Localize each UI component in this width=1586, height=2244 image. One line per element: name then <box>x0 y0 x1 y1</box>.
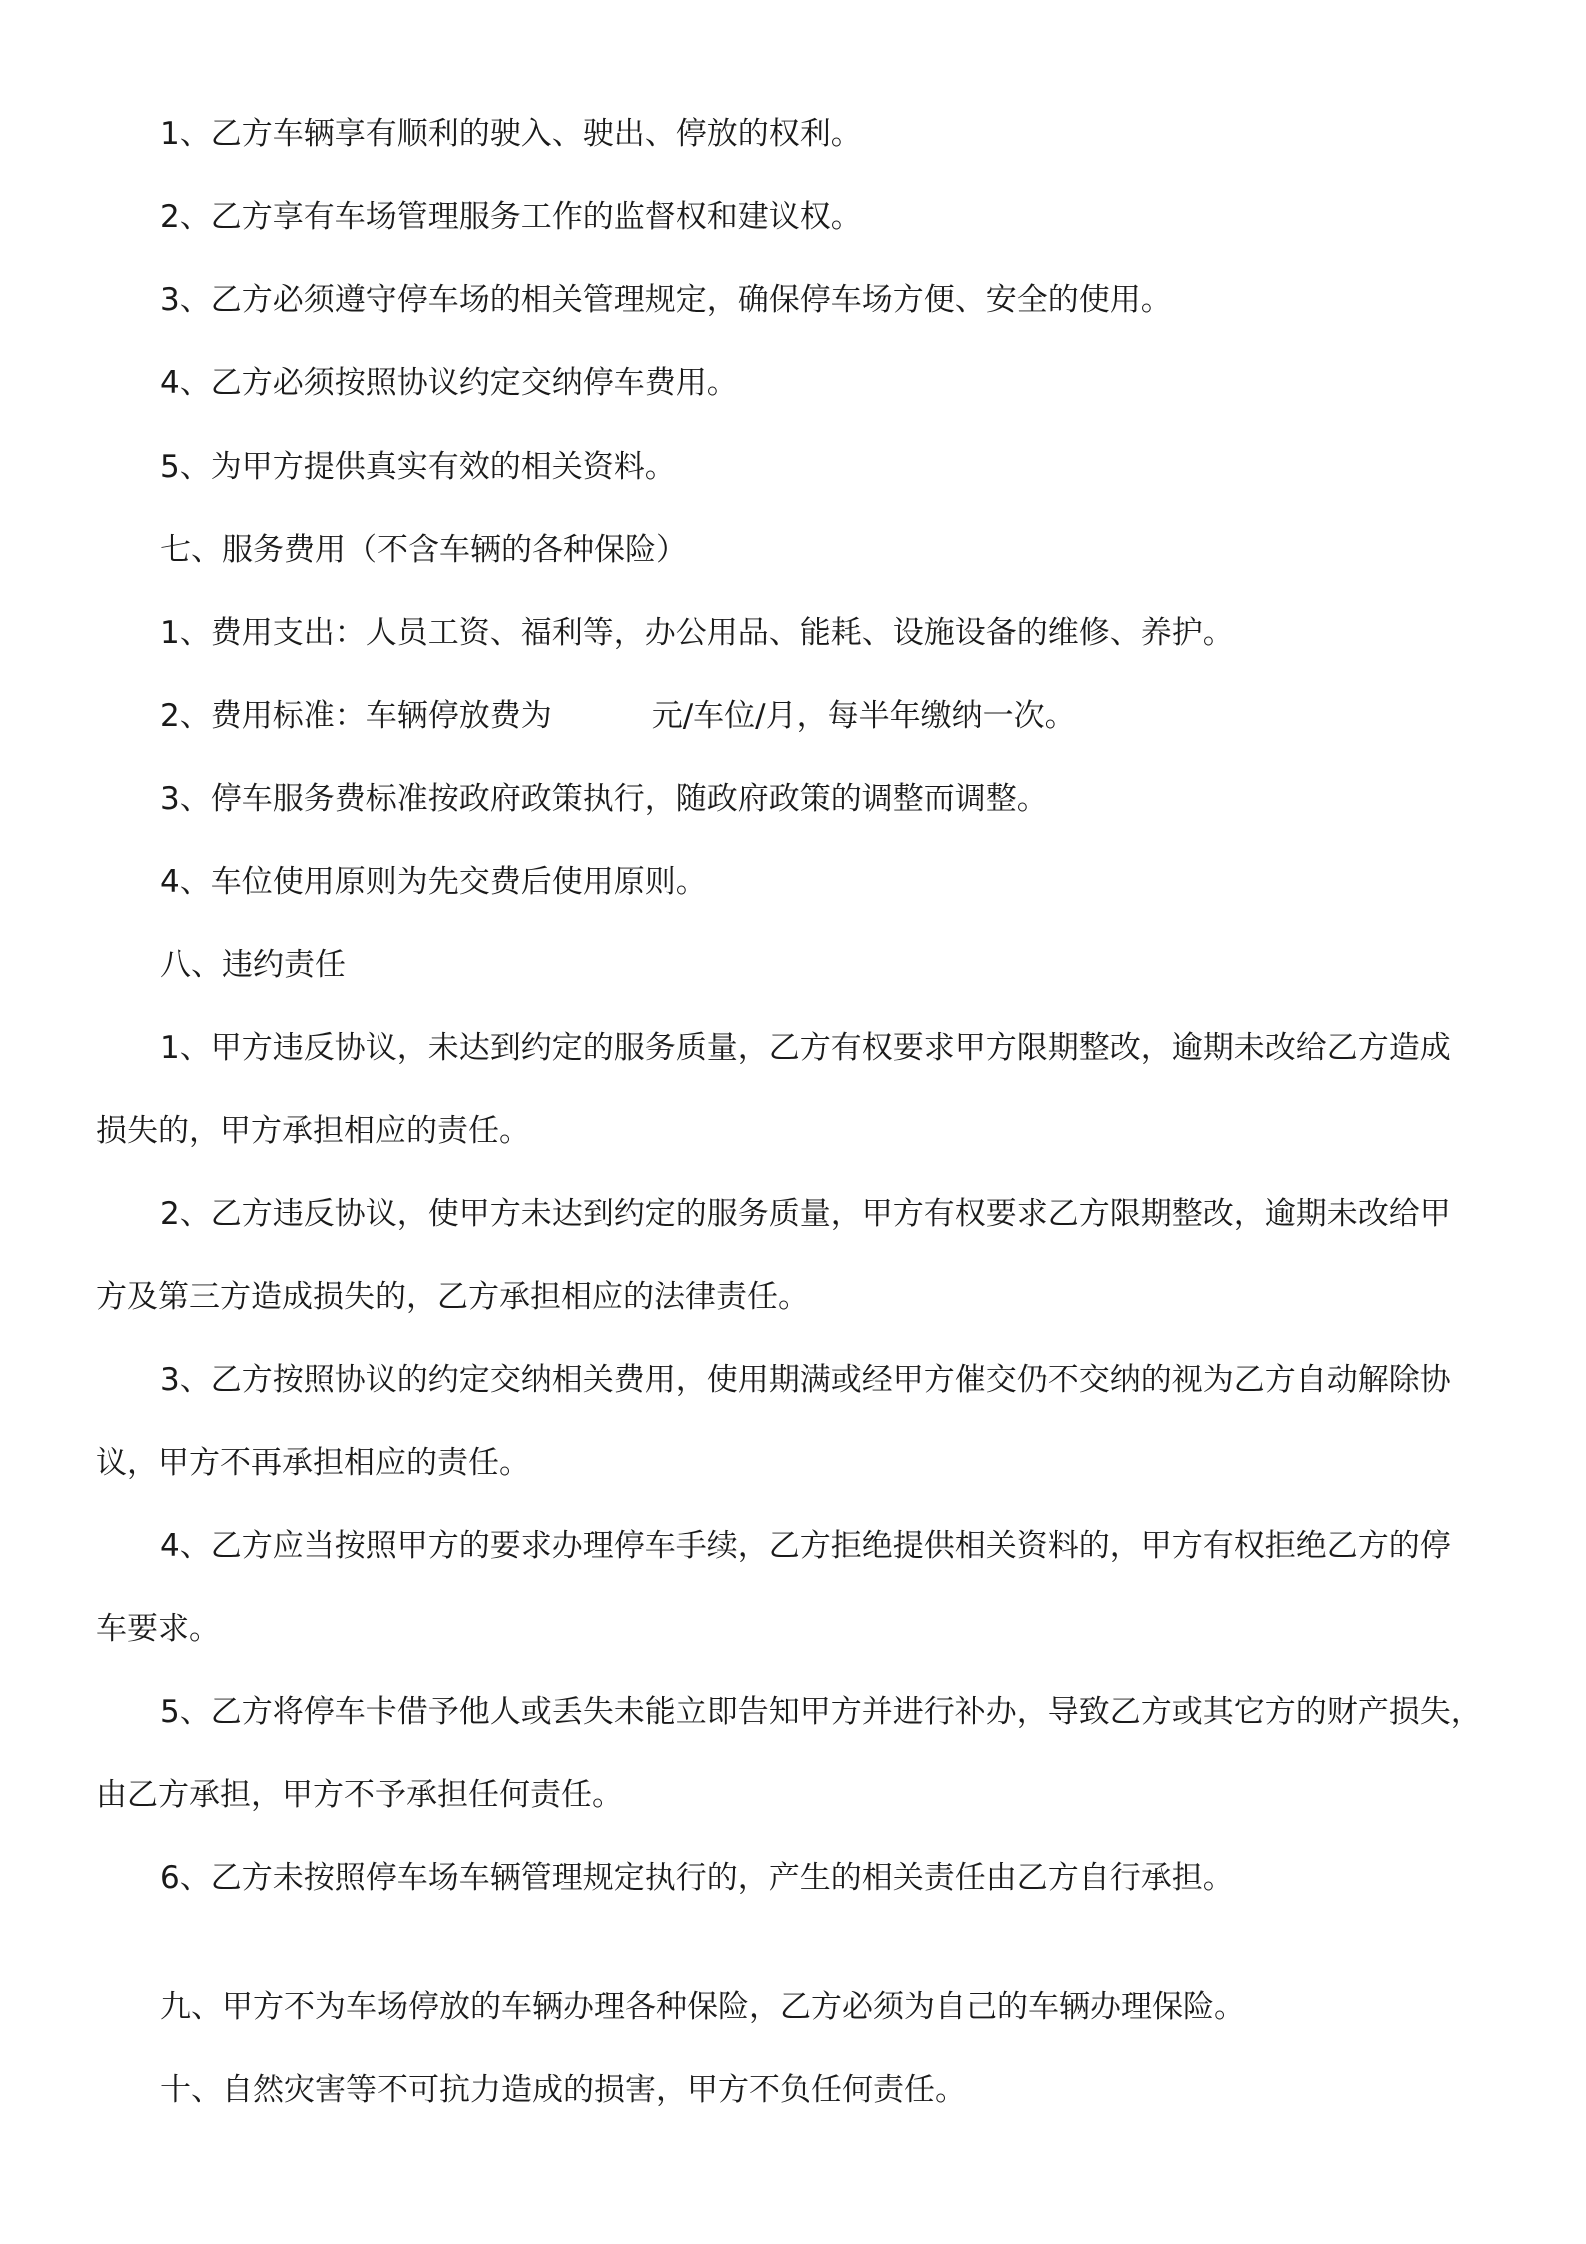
fee-standard-unit: 元/车位/月，每半年缴纳一次。 <box>651 698 1076 734</box>
clause-continuation: 损失的，甲方承担相应的责任。 <box>96 1113 530 1149</box>
clause-line: 3、乙方必须遵守停车场的相关管理规定，确保停车场方便、安全的使用。 <box>160 282 1172 318</box>
clause-line: 4、乙方应当按照甲方的要求办理停车手续，乙方拒绝提供相关资料的，甲方有权拒绝乙方的停 <box>160 1528 1451 1564</box>
clause-continuation: 车要求。 <box>96 1611 220 1647</box>
clause-line: 2、乙方违反协议，使甲方未达到约定的服务质量，甲方有权要求乙方限期整改，逾期未改给甲 <box>160 1196 1451 1232</box>
section-heading: 十、自然灾害等不可抗力造成的损害，甲方不负任何责任。 <box>160 2072 966 2108</box>
section-heading: 九、甲方不为车场停放的车辆办理各种保险，乙方必须为自己的车辆办理保险。 <box>160 1989 1245 2025</box>
clause-line: 1、费用支出：人员工资、福利等，办公用品、能耗、设施设备的维修、养护。 <box>160 615 1234 651</box>
clause-line: 4、乙方必须按照协议约定交纳停车费用。 <box>160 365 738 401</box>
clause-line: 6、乙方未按照停车场车辆管理规定执行的，产生的相关责任由乙方自行承担。 <box>160 1860 1234 1896</box>
clause-line: 1、乙方车辆享有顺利的驶入、驶出、停放的权利。 <box>160 116 862 152</box>
clause-continuation: 议，甲方不再承担相应的责任。 <box>96 1445 530 1481</box>
clause-continuation: 由乙方承担，甲方不予承担任何责任。 <box>96 1777 623 1813</box>
clause-line: 5、为甲方提供真实有效的相关资料。 <box>160 449 676 485</box>
clause-line: 1、甲方违反协议，未达到约定的服务质量，乙方有权要求甲方限期整改，逾期未改给乙方造成 <box>160 1030 1451 1066</box>
fee-standard-label: 2、费用标准：车辆停放费为 <box>160 698 552 734</box>
clause-line: 3、停车服务费标准按政府政策执行，随政府政策的调整而调整。 <box>160 781 1048 817</box>
section-heading: 七、服务费用（不含车辆的各种保险） <box>160 532 687 568</box>
clause-line: 5、乙方将停车卡借予他人或丢失未能立即告知甲方并进行补办，导致乙方或其它方的财产损失， <box>160 1694 1482 1730</box>
fee-standard-line <box>160 694 1076 738</box>
section-heading: 八、违约责任 <box>160 947 346 983</box>
clause-line: 3、乙方按照协议的约定交纳相关费用，使用期满或经甲方催交仍不交纳的视为乙方自动解除协 <box>160 1362 1451 1398</box>
clause-line: 2、乙方享有车场管理服务工作的监督权和建议权。 <box>160 199 862 235</box>
clause-continuation: 方及第三方造成损失的，乙方承担相应的法律责任。 <box>96 1279 809 1315</box>
clause-line: 4、车位使用原则为先交费后使用原则。 <box>160 864 707 900</box>
